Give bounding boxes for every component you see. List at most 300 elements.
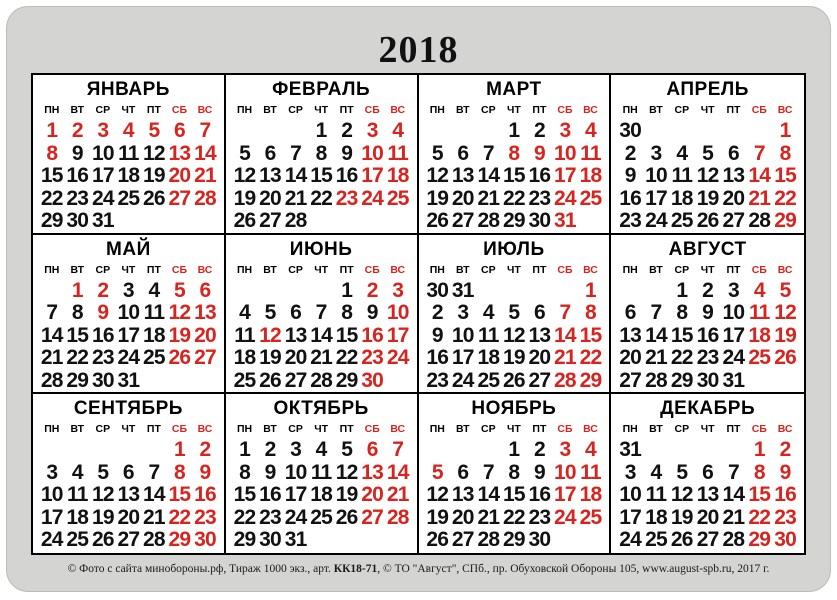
day: 11 (143, 301, 165, 324)
day (232, 120, 258, 143)
day: 23 (426, 368, 449, 392)
holiday-day: 8 (508, 141, 520, 165)
day: 9 (533, 460, 545, 484)
day: 30 (619, 119, 642, 142)
holiday-day: 22 (748, 505, 771, 529)
day: 28 (477, 528, 500, 551)
day: 1 (508, 119, 520, 142)
holiday-day: 25 (579, 186, 602, 210)
weekday-label: ВТ (455, 263, 470, 276)
day: 3 (727, 278, 739, 302)
month-block (33, 235, 226, 395)
day: 27 (284, 368, 307, 392)
day: 24 (451, 368, 474, 392)
week-row (232, 210, 411, 233)
week-row (39, 188, 218, 211)
day: 20 (117, 505, 140, 529)
week-row (425, 280, 604, 303)
holiday-day: 28 (554, 368, 576, 392)
day: 26 (233, 209, 256, 232)
day: 6 (727, 141, 739, 165)
holiday-day: 6 (366, 438, 378, 461)
week-row (425, 188, 604, 211)
day: 31 (451, 278, 474, 302)
day (501, 280, 527, 303)
day: 1 (508, 438, 520, 461)
day (450, 439, 476, 462)
weekday-label: ВТ (455, 423, 470, 435)
day: 15 (66, 323, 89, 347)
day: 8 (239, 460, 250, 484)
day: 23 (528, 505, 551, 529)
day (283, 280, 309, 303)
day: 10 (117, 301, 140, 324)
day: 1 (315, 119, 327, 142)
day: 5 (239, 141, 250, 165)
weekday-label: СБ (171, 104, 187, 116)
holiday-day: 7 (753, 141, 765, 165)
weekday-label: ПТ (726, 263, 741, 276)
day: 22 (670, 346, 693, 369)
day (669, 439, 695, 462)
day: 30 (696, 368, 719, 392)
day: 7 (482, 141, 494, 165)
holiday-day: 24 (554, 505, 576, 529)
week-row (232, 484, 411, 507)
day (385, 210, 411, 233)
day: 29 (502, 528, 525, 551)
days-grid (39, 120, 218, 233)
day: 25 (645, 528, 667, 551)
day (578, 529, 604, 552)
week-row (617, 143, 798, 166)
week-row (232, 507, 411, 530)
footer-article: КК18-71 (333, 563, 378, 575)
holiday-day: 10 (554, 460, 576, 484)
day: 14 (477, 483, 500, 506)
day: 7 (727, 460, 739, 484)
day: 26 (696, 209, 719, 232)
day: 9 (702, 301, 714, 324)
day: 19 (335, 483, 358, 506)
days-grid (617, 120, 798, 233)
weekday-header (617, 102, 798, 118)
week-row (617, 529, 798, 552)
holiday-day: 23 (774, 505, 796, 529)
days-grid (425, 280, 604, 393)
holiday-day: 11 (387, 141, 409, 165)
day: 19 (259, 346, 281, 369)
holiday-day: 19 (168, 323, 191, 347)
weekday-label: ВТ (70, 263, 85, 276)
day: 8 (508, 460, 520, 484)
day: 30 (259, 528, 281, 551)
footer-credits (0, 563, 837, 575)
month-block (419, 75, 612, 235)
month-block (226, 75, 419, 235)
weekday-label: СР (95, 263, 111, 276)
month-block (226, 394, 419, 553)
week-row (425, 439, 604, 462)
week-row (425, 302, 604, 325)
weekday-label: СР (481, 263, 496, 276)
day: 5 (431, 141, 443, 165)
day: 12 (426, 164, 449, 187)
weekday-label: ЧТ (121, 104, 136, 116)
holiday-day: 18 (748, 323, 771, 347)
day (721, 439, 747, 462)
day: 20 (259, 186, 281, 210)
holiday-day: 30 (361, 368, 384, 392)
day: 21 (40, 346, 63, 369)
holiday-day: 29 (774, 209, 796, 232)
day: 26 (91, 528, 114, 551)
week-row (425, 143, 604, 166)
week-row (425, 325, 604, 348)
holiday-day: 1 (753, 438, 765, 461)
holiday-day: 26 (168, 346, 191, 369)
day: 13 (451, 483, 474, 506)
day: 18 (670, 186, 693, 210)
holiday-day: 2 (779, 438, 791, 461)
month-name: ДЕКАБРЬ (660, 398, 756, 419)
day (141, 439, 167, 462)
day: 28 (748, 209, 771, 232)
week-row (617, 462, 798, 485)
week-row (232, 188, 411, 211)
week-row (39, 370, 218, 393)
holiday-day: 17 (554, 483, 576, 506)
holiday-day: 16 (774, 483, 796, 506)
holiday-day: 18 (579, 164, 602, 187)
holiday-day: 8 (585, 301, 596, 324)
day (552, 529, 578, 552)
day: 22 (233, 505, 256, 529)
weekday-label: ВС (583, 423, 598, 435)
weekday-label: ПТ (726, 423, 741, 435)
day: 4 (650, 460, 662, 484)
weekday-label: ПН (622, 263, 638, 276)
week-row (39, 439, 218, 462)
day (721, 120, 747, 143)
weekday-label: ПТ (146, 423, 161, 435)
week-row (232, 143, 411, 166)
day: 21 (284, 186, 307, 210)
day: 29 (66, 368, 89, 392)
holiday-day: 1 (585, 278, 596, 302)
month-name: ИЮЛЬ (483, 238, 545, 260)
weekday-label: ВС (390, 104, 406, 116)
day: 18 (477, 346, 500, 369)
day (425, 439, 451, 462)
day: 3 (122, 278, 134, 302)
holiday-day: 30 (774, 528, 796, 551)
holiday-day: 28 (386, 505, 409, 529)
weekday-label: СР (674, 263, 690, 276)
day: 22 (310, 186, 332, 210)
holiday-day: 16 (361, 323, 384, 347)
day: 20 (451, 505, 474, 529)
weekday-label: СР (674, 423, 690, 435)
holiday-day: 11 (748, 301, 770, 324)
month-block (611, 394, 804, 553)
week-row (617, 484, 798, 507)
day (643, 120, 669, 143)
days-grid (425, 439, 604, 552)
day: 2 (702, 278, 714, 302)
weekday-header (39, 262, 218, 278)
day (385, 529, 411, 552)
day: 23 (696, 346, 719, 369)
day: 3 (624, 460, 636, 484)
day: 12 (502, 323, 525, 347)
weekday-label: ВС (583, 263, 598, 276)
weekday-label: СР (288, 263, 303, 276)
week-row (39, 462, 218, 485)
day: 5 (264, 301, 276, 324)
day: 15 (502, 164, 525, 187)
day: 18 (310, 483, 332, 506)
holiday-day: 14 (194, 141, 216, 165)
days-grid (617, 280, 798, 393)
weekday-label: ЧТ (314, 263, 329, 276)
month-block (611, 75, 804, 235)
day: 10 (451, 323, 474, 347)
day: 13 (619, 323, 642, 347)
weekday-label: ПТ (146, 104, 161, 116)
holiday-day: 24 (554, 186, 576, 210)
day: 16 (528, 483, 551, 506)
holiday-day: 16 (194, 483, 216, 506)
day: 26 (143, 186, 165, 210)
holiday-day: 19 (774, 323, 796, 347)
holiday-day: 7 (559, 301, 571, 324)
week-row (617, 188, 798, 211)
day: 27 (696, 528, 719, 551)
weekday-label: ВТ (263, 423, 277, 435)
weekday-header (232, 421, 411, 437)
holiday-day: 17 (386, 323, 409, 347)
month-name: ФЕВРАЛЬ (272, 79, 371, 100)
day: 4 (482, 301, 494, 324)
day: 26 (259, 368, 281, 392)
week-row (39, 325, 218, 348)
weekday-label: СР (95, 423, 111, 435)
holiday-day: 29 (748, 528, 771, 551)
day: 14 (143, 483, 165, 506)
weekday-label: ПН (236, 104, 253, 116)
day (257, 280, 283, 303)
day: 6 (533, 301, 545, 324)
day: 27 (619, 368, 642, 392)
weekday-header (425, 262, 604, 278)
day: 25 (117, 186, 140, 210)
weekday-label: ПН (236, 263, 253, 276)
day: 6 (290, 301, 302, 324)
day: 21 (477, 505, 500, 529)
day: 11 (234, 323, 255, 347)
day: 4 (148, 278, 160, 302)
day (669, 120, 695, 143)
day: 25 (310, 505, 332, 529)
day (425, 120, 451, 143)
day (746, 370, 772, 393)
day (746, 120, 772, 143)
week-row (232, 439, 411, 462)
day: 9 (624, 164, 636, 187)
holiday-day: 12 (168, 301, 191, 324)
weekday-label: ВС (197, 423, 213, 435)
month-block (419, 235, 612, 395)
weekday-label: ПТ (339, 104, 354, 116)
day: 13 (696, 483, 719, 506)
footer-text-2: , © ТО "Август", СПб., пр. Обуховской Обороны 105, www.august-spb.ru, 2017 г. (377, 563, 770, 575)
holiday-day: 23 (194, 505, 216, 529)
weekday-label: ЧТ (700, 104, 715, 116)
day: 28 (284, 209, 307, 232)
day: 28 (477, 209, 500, 232)
day (359, 210, 385, 233)
month-name: НОЯБРЬ (471, 398, 557, 419)
day: 26 (335, 505, 358, 529)
weekday-label: ПН (44, 104, 60, 116)
footer-text-1: © Фото с сайта минобороны.рф, Тираж 1000 экз., арт. (67, 563, 334, 575)
day: 15 (233, 483, 256, 506)
day (141, 210, 167, 233)
day: 27 (451, 528, 474, 551)
weekday-label: СР (288, 423, 303, 435)
weekday-label: ПН (429, 104, 445, 116)
holiday-day: 7 (199, 119, 211, 142)
weekday-label: ЧТ (700, 263, 715, 276)
day: 22 (335, 346, 358, 369)
day: 12 (670, 483, 693, 506)
day: 31 (284, 528, 307, 551)
day: 27 (451, 209, 474, 232)
holiday-day: 23 (335, 186, 358, 210)
holiday-day: 2 (97, 278, 109, 302)
day: 20 (284, 346, 307, 369)
day (116, 439, 142, 462)
week-row (617, 325, 798, 348)
day: 28 (722, 528, 745, 551)
day: 4 (676, 141, 688, 165)
day (116, 210, 142, 233)
weekday-label: СБ (751, 423, 767, 435)
day: 24 (117, 346, 140, 369)
week-row (39, 347, 218, 370)
year-title: 2018 (378, 29, 459, 71)
day: 30 (91, 368, 114, 392)
holiday-day: 29 (168, 528, 191, 551)
weekday-header (232, 102, 411, 118)
days-grid (232, 120, 411, 233)
day: 23 (528, 186, 551, 210)
day: 4 (71, 460, 83, 484)
day: 6 (122, 460, 134, 484)
day: 17 (284, 483, 307, 506)
month-name: МАЙ (106, 238, 151, 260)
holiday-day: 24 (386, 346, 409, 369)
day (192, 210, 218, 233)
month-block (33, 394, 226, 553)
day: 16 (528, 164, 551, 187)
day: 2 (341, 119, 353, 142)
day: 28 (40, 368, 63, 392)
week-row (232, 165, 411, 188)
day: 6 (457, 141, 469, 165)
day: 13 (451, 164, 474, 187)
day: 21 (477, 186, 500, 210)
month-block (226, 235, 419, 395)
day: 3 (457, 301, 469, 324)
holiday-day: 26 (774, 346, 796, 369)
week-row (617, 347, 798, 370)
day: 17 (451, 346, 474, 369)
day: 9 (71, 141, 83, 165)
week-row (617, 210, 798, 233)
holiday-day: 1 (71, 278, 83, 302)
day: 9 (366, 301, 378, 324)
day (617, 280, 643, 303)
day: 15 (310, 164, 332, 187)
day: 3 (46, 460, 58, 484)
weekday-label: СР (481, 104, 496, 116)
weekday-label: СБ (557, 263, 573, 276)
month-block (33, 75, 226, 235)
day: 6 (457, 460, 469, 484)
day: 24 (91, 186, 114, 210)
weekday-label: ЧТ (700, 423, 715, 435)
day: 26 (502, 368, 525, 392)
day: 13 (528, 323, 551, 347)
weekday-label: ВТ (649, 423, 663, 435)
day (308, 529, 334, 552)
day: 29 (335, 368, 358, 392)
holiday-day: 24 (361, 186, 384, 210)
day (192, 370, 218, 393)
day: 12 (91, 483, 114, 506)
week-row (232, 302, 411, 325)
day: 14 (645, 323, 667, 347)
week-row (617, 165, 798, 188)
week-row (232, 120, 411, 143)
day: 11 (66, 483, 88, 506)
weekday-label: ПН (236, 423, 253, 435)
holiday-day: 8 (753, 460, 765, 484)
month-block (611, 235, 804, 395)
day: 7 (650, 301, 662, 324)
weekday-label: СБ (171, 423, 187, 435)
weekday-header (617, 421, 798, 437)
holiday-day: 10 (386, 301, 409, 324)
weekday-header (617, 262, 798, 278)
weekday-label: СБ (751, 104, 767, 116)
day: 8 (71, 301, 83, 324)
day: 1 (676, 278, 688, 302)
weekday-label: ЧТ (314, 104, 329, 116)
day: 10 (284, 460, 307, 484)
holiday-day: 21 (554, 346, 576, 369)
day: 12 (143, 141, 165, 165)
day: 28 (143, 528, 165, 551)
month-name: МАРТ (486, 79, 542, 100)
months-grid (31, 73, 806, 555)
weekday-label: ВТ (263, 263, 277, 276)
holiday-day: 4 (392, 119, 404, 142)
weekday-label: ПТ (339, 263, 354, 276)
weekday-label: ВТ (455, 104, 470, 116)
